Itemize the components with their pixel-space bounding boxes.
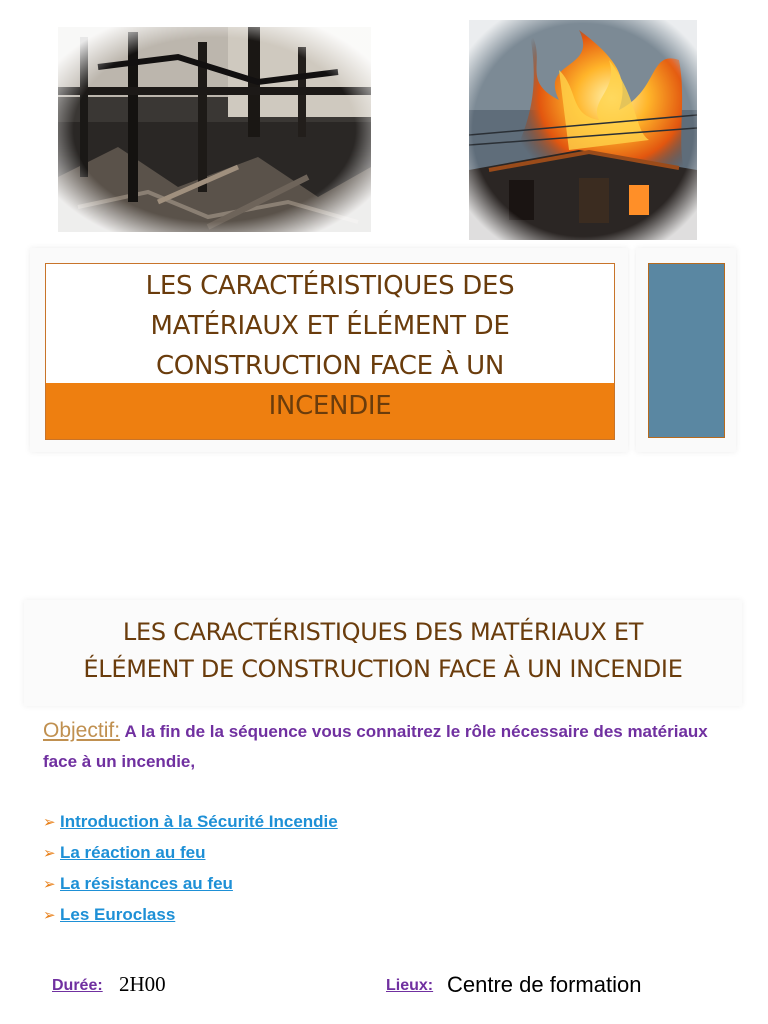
location-label: Lieux: xyxy=(386,977,434,994)
document-title xyxy=(46,264,614,426)
list-item xyxy=(43,901,338,932)
section-heading xyxy=(24,614,742,688)
objective-paragraph xyxy=(43,716,733,777)
duration-value: 2H00 xyxy=(119,972,166,996)
house-fire-photo xyxy=(469,20,697,240)
title-line: MATÉRIAUX ET ÉLÉMENT DE xyxy=(150,311,510,341)
burnt-house-photo xyxy=(58,27,371,232)
title-line: LES CARACTÉRISTIQUES DES xyxy=(145,271,515,301)
link-introduction-securite-incendie[interactable]: Introduction à la Sécurité Incendie xyxy=(60,812,338,831)
list-item xyxy=(43,870,338,901)
title-line: INCENDIE xyxy=(268,391,392,421)
arrow-bullet-icon: ➢ xyxy=(43,876,56,893)
objective-text: A la fin de la séquence vous connaitrez le rôle nécessaire des matériaux face à un incendie, xyxy=(43,722,708,771)
location-value: Centre de formation xyxy=(447,972,642,997)
side-color-block xyxy=(648,263,725,438)
topic-link-list xyxy=(43,808,338,932)
subtitle-line: LES CARACTÉRISTIQUES DES MATÉRIAUX ET xyxy=(122,618,644,646)
title-line: CONSTRUCTION FACE À UN xyxy=(155,351,505,381)
objective-label: Objectif: xyxy=(43,719,121,742)
link-reaction-au-feu[interactable]: La réaction au feu xyxy=(60,843,206,862)
subtitle-line: ÉLÉMENT DE CONSTRUCTION FACE À UN INCENDIE xyxy=(83,655,683,683)
title-box xyxy=(45,263,615,440)
link-resistances-au-feu[interactable]: La résistances au feu xyxy=(60,874,233,893)
list-item xyxy=(43,839,338,870)
link-euroclass[interactable]: Les Euroclass xyxy=(60,905,176,924)
duration-label: Durée: xyxy=(52,977,103,994)
arrow-bullet-icon: ➢ xyxy=(43,814,56,831)
list-item xyxy=(43,808,338,839)
arrow-bullet-icon: ➢ xyxy=(43,907,56,924)
arrow-bullet-icon: ➢ xyxy=(43,845,56,862)
